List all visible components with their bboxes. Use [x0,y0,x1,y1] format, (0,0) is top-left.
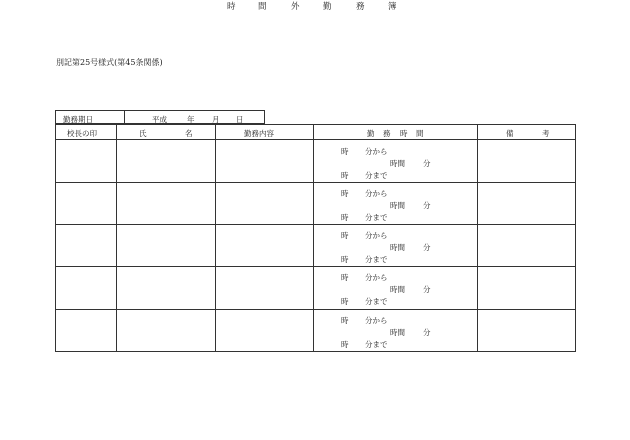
col-header-work-content: 勤務内容 [244,129,274,138]
title-char-1: 時 [227,2,236,12]
col-header-work-time-3: 時 [400,129,408,138]
end-hour-unit[interactable]: 時 [341,255,349,264]
title-char-5: 務 [356,2,365,12]
duration-minute-unit[interactable]: 分 [423,328,431,337]
document-title [0,0,630,10]
col-header-name-2: 名 [185,129,193,138]
end-hour-unit[interactable]: 時 [341,171,349,180]
col-header-work-time-1: 勤 [367,129,375,138]
col-header-remarks-1: 備 [506,129,514,138]
title-char-6: 簿 [388,2,397,12]
start-hour-unit[interactable]: 時 [341,147,349,156]
start-minute-unit[interactable]: 分から [365,189,388,198]
title-char-3: 外 [291,2,300,12]
start-minute-unit[interactable]: 分から [365,231,388,240]
start-minute-unit[interactable]: 分から [365,147,388,156]
duration-hour-unit[interactable]: 時間 [390,159,405,168]
start-hour-unit[interactable]: 時 [341,316,349,325]
col-header-work-time-4: 間 [416,129,424,138]
row-divider [56,266,575,267]
era-label[interactable]: 平成 [152,115,167,124]
duration-hour-unit[interactable]: 時間 [390,201,405,210]
end-minute-unit[interactable]: 分まで [365,213,388,222]
end-minute-unit[interactable]: 分まで [365,297,388,306]
month-unit[interactable]: 月 [212,115,220,124]
col-header-name-1: 氏 [139,129,147,138]
end-minute-unit[interactable]: 分まで [365,171,388,180]
end-minute-unit[interactable]: 分まで [365,255,388,264]
title-char-2: 間 [258,2,267,12]
end-hour-unit[interactable]: 時 [341,297,349,306]
title-char-4: 勤 [323,2,332,12]
end-hour-unit[interactable]: 時 [341,213,349,222]
work-date-box [55,110,265,124]
overtime-log-table [55,124,576,352]
end-hour-unit[interactable]: 時 [341,340,349,349]
duration-hour-unit[interactable]: 時間 [390,285,405,294]
row-divider [56,224,575,225]
work-date-label: 勤務期日 [63,115,93,124]
end-minute-unit[interactable]: 分まで [365,340,388,349]
start-hour-unit[interactable]: 時 [341,189,349,198]
date-box-divider [124,111,125,123]
start-hour-unit[interactable]: 時 [341,231,349,240]
col-header-remarks-2: 考 [542,129,550,138]
row-divider [56,309,575,310]
start-hour-unit[interactable]: 時 [341,273,349,282]
header-divider [56,139,575,140]
duration-minute-unit[interactable]: 分 [423,285,431,294]
col-divider [215,125,216,351]
start-minute-unit[interactable]: 分から [365,316,388,325]
col-divider [313,125,314,351]
day-unit[interactable]: 日 [236,115,244,124]
duration-minute-unit[interactable]: 分 [423,243,431,252]
col-header-principal-seal: 校長の印 [67,129,97,138]
form-reference-note: 別記第25号様式(第45条関係) [56,58,163,67]
duration-hour-unit[interactable]: 時間 [390,243,405,252]
duration-minute-unit[interactable]: 分 [423,159,431,168]
row-divider [56,182,575,183]
col-divider [116,125,117,351]
start-minute-unit[interactable]: 分から [365,273,388,282]
year-unit[interactable]: 年 [187,115,195,124]
duration-minute-unit[interactable]: 分 [423,201,431,210]
duration-hour-unit[interactable]: 時間 [390,328,405,337]
col-header-work-time-2: 務 [383,129,391,138]
col-divider [477,125,478,351]
